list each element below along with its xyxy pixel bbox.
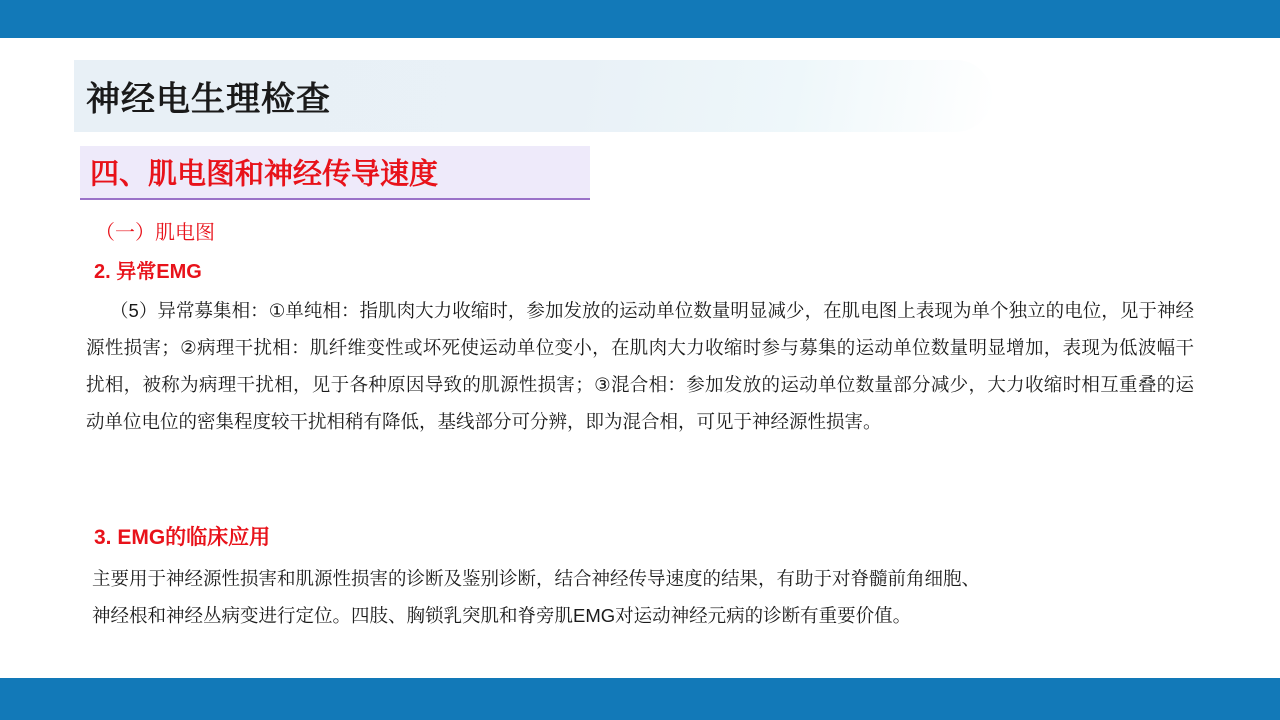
paragraph-abnormal-recruitment: （5）异常募集相：①单纯相：指肌肉大力收缩时，参加发放的运动单位数量明显减少，在肌电图上表现为单个独立的电位，见于神经源性损害；②病理干扰相：肌纤维变性或坏死使运动单位变小，在肌肉大力收缩时参与募集的运动单位数量明显增加，表现为低波幅干扰相，被称为病理干扰相，见于各种原因导致的肌源性损害；③混合相：参加发放的运动单位数量部分减少，大力收缩时相互重叠的运动单位电位的密集程度较干扰相稍有降低，基线部分可分辨，即为混合相，可见于神经源性损害。 xyxy=(86,300,1194,432)
top-color-band xyxy=(0,0,1280,38)
subheading-emg: （一）肌电图 xyxy=(95,222,215,244)
bottom-color-band xyxy=(0,678,1280,720)
paragraph-line: 主要用于神经源性损害和肌源性损害的诊断及鉴别诊断，结合神经传导速度的结果，有助于对脊髓前角细胞、 xyxy=(92,568,981,589)
page-title: 神经电生理检查 xyxy=(86,80,331,119)
section-heading: 四、肌电图和神经传导速度 xyxy=(90,158,439,191)
paragraph-line: 神经根和神经丛病变进行定位。四肢、胸锁乳突肌和脊旁肌EMG对运动神经元病的诊断有重要价值。 xyxy=(92,605,912,626)
title-plate xyxy=(74,60,992,132)
section-heading-plate xyxy=(80,146,590,200)
subheading-abnormal-emg: 2. 异常EMG xyxy=(94,261,202,283)
subheading-clinical-application: 3. EMG的临床应用 xyxy=(94,526,271,549)
paragraph-clinical-application xyxy=(92,560,1184,634)
